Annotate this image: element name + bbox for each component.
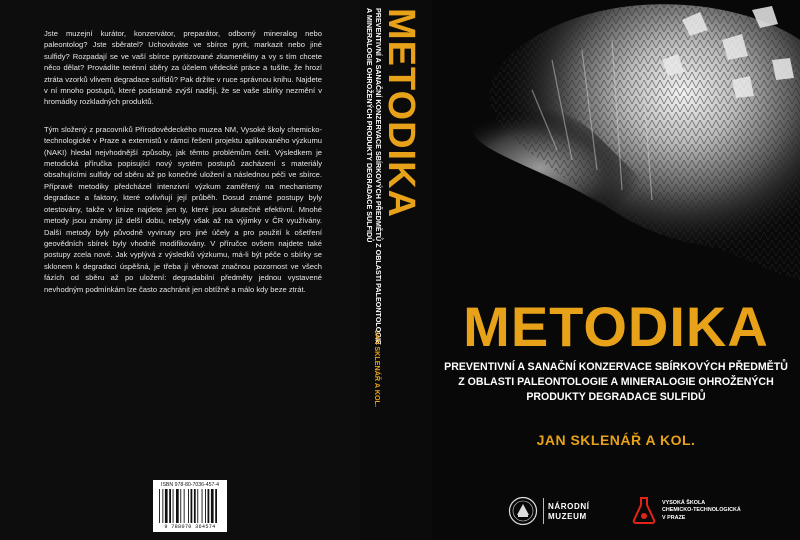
vscht-flask-icon — [632, 496, 656, 524]
national-museum-text — [548, 502, 590, 522]
front-subtitle-line-3: PRODUKTY DEGRADACE SULFIDŮ — [526, 391, 706, 403]
vscht-logo — [632, 494, 782, 528]
isbn-label: ISBN 978-80-7036-457-4 — [161, 482, 219, 488]
national-museum-emblem-icon — [508, 496, 538, 526]
back-cover-text — [44, 28, 322, 311]
mineral-specimen-photo — [432, 0, 800, 290]
spine-author: JAN SKLENÁŘ A KOL. — [373, 330, 382, 407]
front-title: METODIKA — [463, 295, 769, 358]
front-subtitle — [444, 360, 788, 405]
front-subtitle-line-1: PREVENTIVNÍ A SANAČNÍ KONZERVACE SBÍRKOVÝCH PŘEDMĚTŮ — [444, 361, 788, 373]
spine-content — [360, 0, 432, 540]
front-subtitle-line-2: Z OBLASTI PALEONTOLOGIE A MINERALOGIE OHROŽENÝCH — [458, 376, 774, 388]
nm-line-1: NÁRODNÍ — [548, 502, 590, 511]
back-paragraph-1: Jste muzejní kurátor, konzervátor, preparátor, odborný mineralog nebo paleontolog? Jste sběratel? Uchováváte ve sbírce pyrit, markazit nebo jiné sulfidy? Rozpadají se ve vaší sbírce pyritizované zkameněliny a vy s tím chcete něco dělat? Provádíte terénní sběry za účelem vědecké práce a tušíte, že hrozí ztráta vzorků vlivem degradace sulfidů? Pak držíte v ruce správnou knihu. Najdete v ní mnoho postupů, které podstatně zvýší naději, že se vaše sbírky nezmění v hromádky rozkladných produktů. — [44, 29, 322, 107]
national-museum-logo — [508, 494, 618, 528]
vscht-text — [662, 500, 741, 522]
vscht-line-1: VYSOKÁ ŠKOLA — [662, 500, 706, 506]
vscht-line-2: CHEMICKO-TECHNOLOGICKÁ — [662, 507, 741, 514]
vscht-line-3: V PRAZE — [662, 514, 686, 521]
spine-subtitle-line-1: PREVENTIVNÍ A SANAČNÍ KONZERVACE SBÍRKOVÝCH PŘEDMĚTŮ Z OBLASTI PALEONTOLOGIE — [374, 8, 383, 345]
isbn-barcode — [153, 480, 227, 532]
back-paragraph-2: Tým složený z pracovníků Přírodovědeckého muzea NM, Vysoké školy chemicko-technologické v Praze a externistů v rámci řešení projektu aplikovaného výzkumu (NAKI) hledal nejvhodnější způsoby, jak těmto problémům čelit. Výsledkem je metodická příručka popisující nový systém postupů zacházení s materiály obsahujícími sulfidy od sběru až po konečné uložení a následnou péči ve sbírce. Přípravě metodiky předcházel intenzivní výzkum zaměřený na mechanismy degradace a faktory, které ovlivňují její průběh. Dosud známé postupy byly otestovány, takže v knize najdete jen ty, které jsou skutečně efektivní. Mnohé metody jsou známy již delší dobu, nebyly však až na výjimky v ČR využívány. Další metody byly původně vyvinuty pro jiné účely a pro použití k ošetření geovědních sbírek byly vhodně modifikovány. V příručce ovšem najdete také postupy zcela nové. Jak vyplývá z výsledků výzkumu, má-li být péče o sbírky se sklonem k degradaci úspěšná, je třeba jí věnovat značnou pozornost ve všech fázích od sběru až po uložení: degradabilní předměty jednou vystavené nevhodným podmínkám lze často zachránit jen obtížně a málo kdy beze ztrát. — [44, 124, 322, 294]
barcode-icon — [159, 489, 221, 523]
spine-subtitle-line-2: A MINERALOGIE OHROŽENÝCH PRODUKTY DEGRADACE SULFIDŮ — [365, 8, 375, 243]
spine — [360, 0, 432, 540]
front-cover — [432, 0, 800, 540]
logo-divider — [543, 498, 544, 524]
front-author: JAN SKLENÁŘ A KOL. — [536, 432, 696, 448]
spine-title: METODIKA — [380, 8, 422, 218]
back-cover — [0, 0, 360, 540]
nm-line-2: MUZEUM — [548, 512, 587, 521]
barcode-digits: 9 788070 364574 — [164, 524, 216, 530]
